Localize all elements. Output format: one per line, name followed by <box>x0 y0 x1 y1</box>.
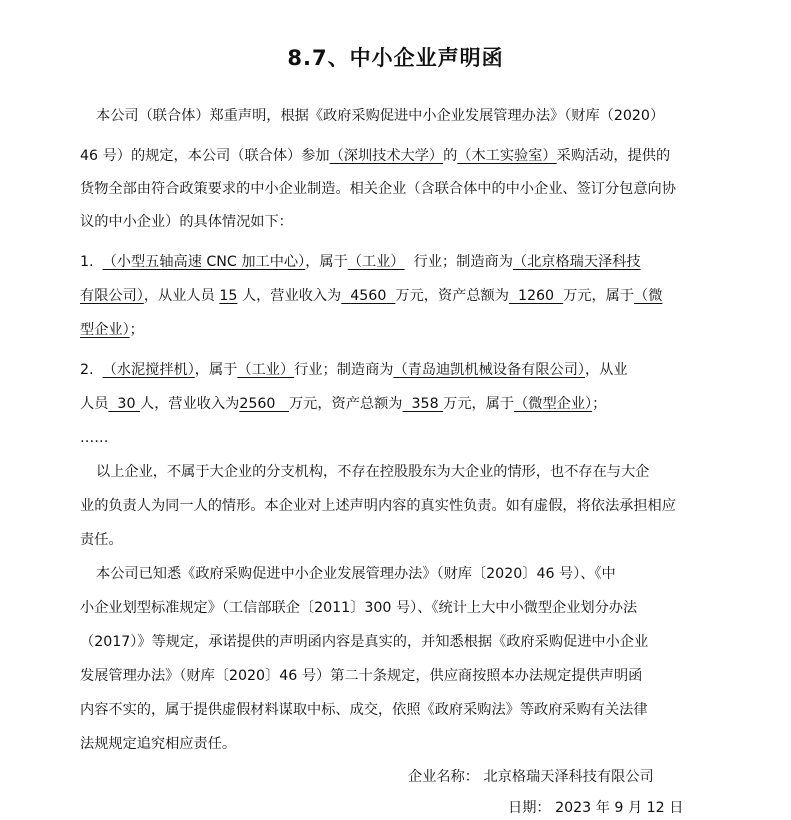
item1-line1 <box>80 252 680 272</box>
p2-line2: 业的负责人为同一人的情形。本企业对上述声明内容的真实性负责。如有虚假，将依法承担相应 <box>80 498 676 514</box>
item2-assets-value: 358 <box>411 396 439 412</box>
item1-text-3: ，从业人员 <box>143 288 215 304</box>
p3-line1: 本公司已知悉《政府采购促进中小企业发展管理办法》（财库〔2020〕46 号）、《中 <box>96 566 616 582</box>
project-name: （木工实验室） <box>457 148 557 164</box>
item2-industry: （工业） <box>237 362 295 378</box>
company-name: 北京格瑞天泽科技有限公司 <box>483 769 654 785</box>
item2-text-2: 行业；制造商为 <box>294 362 394 378</box>
item2-text-7: ； <box>592 396 607 412</box>
item1-maker-a: （北京格瑞天泽科技 <box>512 254 641 270</box>
p3-line5: 内容不实的，属于提供虚假材料谋取中标、成交，依照《政府采购法》等政府采购有关法律 <box>80 702 648 718</box>
item2-text-5: 万元，资产总额为 <box>288 396 403 412</box>
item1-text-4: 人，营业收入为 <box>241 288 342 304</box>
p1-line1: 本公司（联合体）郑重声明，根据《政府采购促进中小企业发展管理办法》（财库（2020） <box>96 108 665 124</box>
item1-text-6: 万元，属于 <box>563 288 635 304</box>
item1-line3 <box>80 320 680 340</box>
p3-line4: 发展管理办法》（财库〔2020〕46 号）第二十条规定，供应商按照本办法规定提供声明函 <box>80 668 643 684</box>
date-value: 2023 年 9 月 12 日 <box>555 800 684 816</box>
p2-line3: 责任。 <box>80 532 123 548</box>
item1-maker-b: 有限公司） <box>80 288 144 304</box>
item2-staff-value: 30 <box>117 396 136 412</box>
purchaser-name: （深圳技术大学） <box>329 148 444 164</box>
item1-text-5: 万元，资产总额为 <box>395 288 509 304</box>
p3-line2: 小企业划型标准规定》（工信部联企〔2011〕300 号）、《统计上大中小微型企业划分办法 <box>80 600 638 616</box>
item1-number: 1. <box>80 254 94 270</box>
p1-line4: 议的中小企业）的具体情况如下： <box>80 214 293 230</box>
item2-size: （微型企业） <box>514 396 593 412</box>
item1-text-2: 行业；制造商为 <box>413 254 513 270</box>
item2-product: （水泥搅拌机） <box>102 362 195 378</box>
company-label: 企业名称： <box>408 769 479 785</box>
item2-revenue-value: 2560 <box>239 396 276 412</box>
item2-maker: （青岛迪凯机械设备有限公司） <box>393 362 585 378</box>
item1-revenue-value: 4560 <box>350 288 387 304</box>
item2-staff <box>108 396 140 412</box>
p1-line2-a: 46 号）的规定，本公司（联合体）参加 <box>80 148 330 164</box>
p3-line3: （2017）》等规定，承诺提供的声明函内容是真实的，并知悉根据《政府采购促进中小企业 <box>80 634 649 650</box>
item2-text-3b: 人员 <box>80 396 109 412</box>
item2-number: 2. <box>80 362 94 378</box>
item1-size-a: （微 <box>634 288 663 304</box>
p3-line6: 法规规定追究相应责任。 <box>80 736 237 752</box>
company-signature <box>408 766 654 786</box>
p1-line3: 货物全部由符合政策要求的中小企业制造。相关企业（含联合体中的中小企业、签订分包意向协 <box>80 181 676 197</box>
p2-line1: 以上企业，不属于大企业的分支机构，不存在控股股东为大企业的情形，也不存在与大企 <box>96 464 650 480</box>
p1-line2-c: 采购活动，提供的 <box>556 148 671 164</box>
item2-line2 <box>80 394 680 414</box>
item1-text-1: ，属于 <box>305 254 348 270</box>
date-label: 日期： <box>508 800 551 816</box>
item1-assets <box>509 288 563 304</box>
item2-line1 <box>80 360 680 380</box>
item1-revenue <box>341 288 395 304</box>
item1-product: （小型五轴高速 CNC 加工中心） <box>102 254 306 270</box>
p1-line2 <box>80 146 680 166</box>
page-title: 8.7、中小企业声明函 <box>287 46 504 70</box>
item2-text-6: 万元，属于 <box>443 396 515 412</box>
item2-text-3a: ，从业 <box>585 362 628 378</box>
item1-staff: 15 <box>219 288 238 304</box>
item1-industry: （工业） <box>347 254 405 270</box>
item1-line2 <box>80 286 680 306</box>
ellipsis: …… <box>80 430 109 446</box>
item2-text-1: ，属于 <box>194 362 238 378</box>
item2-text-4: 人，营业收入为 <box>140 396 240 412</box>
p1-line2-b: 的 <box>443 148 458 164</box>
item2-assets <box>402 396 443 412</box>
item1-text-7: ； <box>129 322 144 338</box>
item1-assets-value: 1260 <box>517 288 555 304</box>
item1-size-b: 型企业） <box>80 322 130 338</box>
item2-revenue <box>239 396 289 412</box>
date-signature <box>508 797 683 817</box>
